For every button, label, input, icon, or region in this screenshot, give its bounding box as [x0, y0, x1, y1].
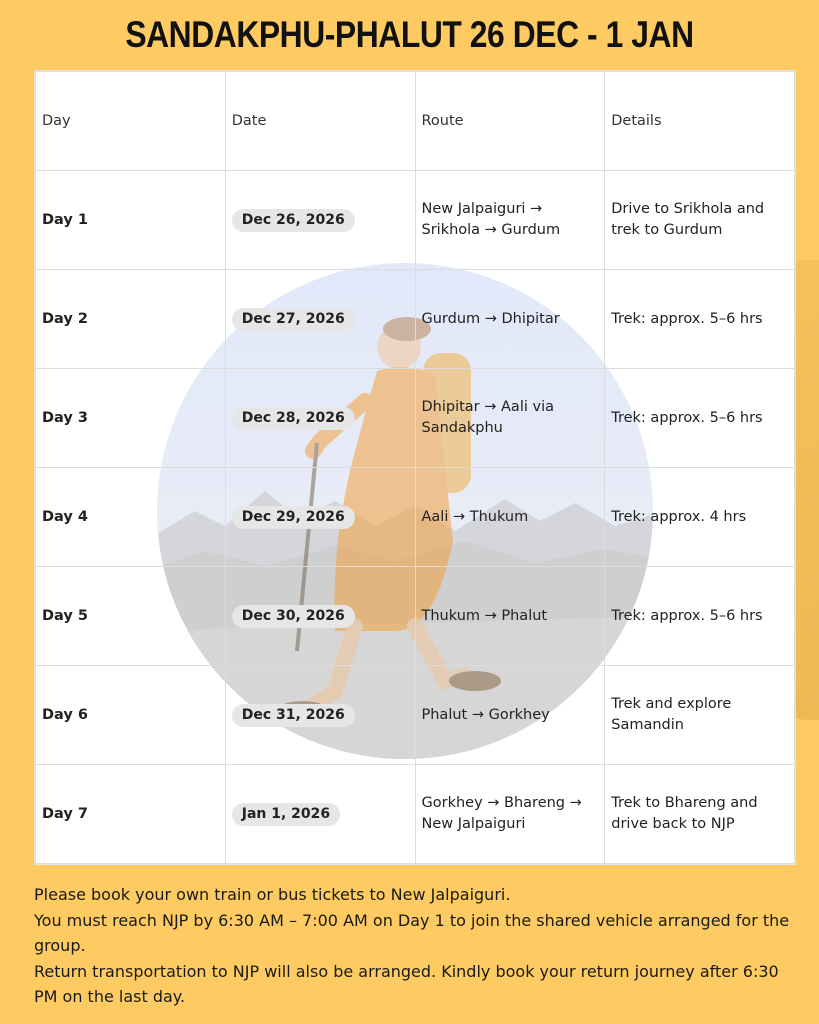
- details-cell: Trek and explore Samandin: [605, 666, 795, 765]
- table-row: [36, 567, 795, 666]
- date-cell: [225, 171, 415, 270]
- header-day: Day: [36, 72, 226, 171]
- date-pill: Dec 28, 2026: [232, 407, 355, 430]
- itinerary-table-container: [34, 70, 796, 865]
- details-cell: Trek: approx. 5–6 hrs: [605, 270, 795, 369]
- table-row: [36, 666, 795, 765]
- route-cell: New Jalpaiguri → Srikhola → Gurdum: [415, 171, 605, 270]
- date-pill: Dec 31, 2026: [232, 704, 355, 727]
- page-title: SANDAKPHU-PHALUT 26 DEC - 1 JAN: [125, 14, 694, 55]
- details-cell: Drive to Srikhola and trek to Gurdum: [605, 171, 795, 270]
- table-row: [36, 468, 795, 567]
- date-pill: Dec 26, 2026: [232, 209, 355, 232]
- day-cell: Day 2: [36, 270, 226, 369]
- day-cell: Day 6: [36, 666, 226, 765]
- details-cell: Trek: approx. 5–6 hrs: [605, 567, 795, 666]
- details-cell: Trek to Bhareng and drive back to NJP: [605, 765, 795, 864]
- day-cell: Day 3: [36, 369, 226, 468]
- table-header-row: [36, 72, 795, 171]
- date-pill: Dec 30, 2026: [232, 605, 355, 628]
- header-details: Details: [605, 72, 795, 171]
- route-cell: Gorkhey → Bhareng → New Jalpaiguri: [415, 765, 605, 864]
- note-line: Return transportation to NJP will also be arranged. Kindly book your return journey after 6:30 PM on the last day.: [34, 961, 779, 1006]
- date-pill: Jan 1, 2026: [232, 803, 340, 826]
- day-cell: Day 1: [36, 171, 226, 270]
- date-cell: [225, 270, 415, 369]
- date-cell: [225, 468, 415, 567]
- table-row: [36, 765, 795, 864]
- date-cell: [225, 369, 415, 468]
- date-cell: [225, 765, 415, 864]
- table-row: [36, 270, 795, 369]
- route-cell: Thukum → Phalut: [415, 567, 605, 666]
- header-route: Route: [415, 72, 605, 171]
- header-date: Date: [225, 72, 415, 171]
- route-cell: Dhipitar → Aali via Sandakphu: [415, 369, 605, 468]
- date-pill: Dec 29, 2026: [232, 506, 355, 529]
- details-cell: Trek: approx. 5–6 hrs: [605, 369, 795, 468]
- day-cell: Day 5: [36, 567, 226, 666]
- table-row: [36, 369, 795, 468]
- table-row: [36, 171, 795, 270]
- day-cell: Day 7: [36, 765, 226, 864]
- details-cell: Trek: approx. 4 hrs: [605, 468, 795, 567]
- note-line: Please book your own train or bus tickets to New Jalpaiguri.: [34, 885, 511, 904]
- date-cell: [225, 567, 415, 666]
- travel-notes: [34, 882, 804, 1010]
- route-cell: Aali → Thukum: [415, 468, 605, 567]
- itinerary-table: [35, 71, 795, 864]
- date-pill: Dec 27, 2026: [232, 308, 355, 331]
- route-cell: Phalut → Gorkhey: [415, 666, 605, 765]
- note-line: You must reach NJP by 6:30 AM – 7:00 AM on Day 1 to join the shared vehicle arranged for the group.: [34, 910, 790, 955]
- day-cell: Day 4: [36, 468, 226, 567]
- route-cell: Gurdum → Dhipitar: [415, 270, 605, 369]
- date-cell: [225, 666, 415, 765]
